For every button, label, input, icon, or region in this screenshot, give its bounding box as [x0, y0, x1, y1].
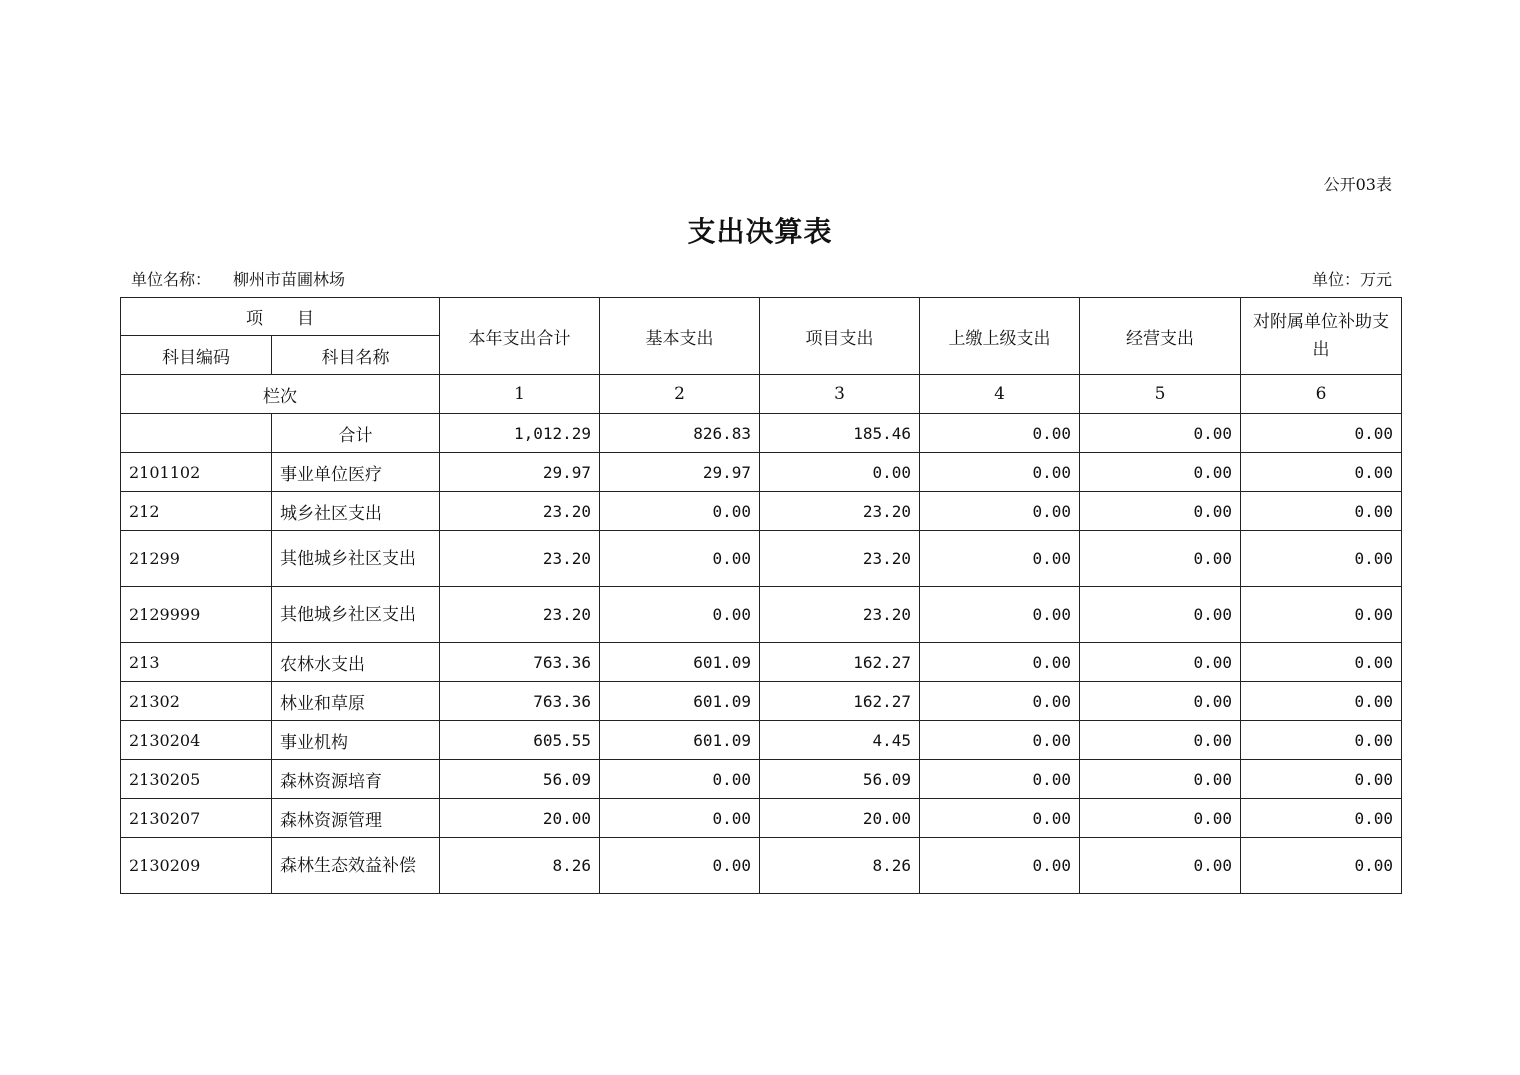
unit-name-label: 单位名称： — [131, 270, 212, 289]
subject-code: 212 — [121, 492, 272, 531]
cell-upper: 0.00 — [920, 453, 1080, 492]
header-upper: 上缴上级支出 — [920, 298, 1080, 375]
cell-total: 23.20 — [440, 587, 600, 643]
cell-upper: 0.00 — [920, 682, 1080, 721]
cell-total: 605.55 — [440, 721, 600, 760]
cell-upper: 0.00 — [920, 799, 1080, 838]
header-basic: 基本支出 — [600, 298, 760, 375]
unit-measure: 单位：万元 — [1311, 270, 1392, 289]
subject-code: 2130204 — [121, 721, 272, 760]
subject-code: 213 — [121, 643, 272, 682]
cell-project: 4.45 — [760, 721, 920, 760]
cell-total: 8.26 — [440, 838, 600, 894]
unit-name-value: 柳州市苗圃林场 — [233, 270, 346, 289]
cell-subsidy: 0.00 — [1241, 453, 1402, 492]
subject-name: 森林生态效益补偿 — [272, 838, 440, 894]
cell-business: 0.00 — [1080, 453, 1241, 492]
cell-project: 23.20 — [760, 492, 920, 531]
column-number: 6 — [1241, 375, 1402, 414]
cell-business: 0.00 — [1080, 531, 1241, 587]
subject-name: 事业单位医疗 — [272, 453, 440, 492]
header-total: 本年支出合计 — [440, 298, 600, 375]
subject-name: 森林资源培育 — [272, 760, 440, 799]
cell-upper: 0.00 — [920, 838, 1080, 894]
cell-total: 763.36 — [440, 643, 600, 682]
cell-business: 0.00 — [1080, 799, 1241, 838]
cell-subsidy: 0.00 — [1241, 838, 1402, 894]
cell-business: 0.00 — [1080, 414, 1241, 453]
subject-name: 其他城乡社区支出 — [272, 531, 440, 587]
cell-basic: 29.97 — [600, 453, 760, 492]
column-number: 4 — [920, 375, 1080, 414]
header-name: 科目名称 — [272, 336, 440, 375]
table-row — [121, 760, 1402, 799]
cell-upper: 0.00 — [920, 414, 1080, 453]
cell-upper: 0.00 — [920, 587, 1080, 643]
subject-code: 21299 — [121, 531, 272, 587]
header-subsidy: 对附属单位补助支出 — [1241, 298, 1402, 375]
subject-code: 2130207 — [121, 799, 272, 838]
cell-project: 20.00 — [760, 799, 920, 838]
cell-subsidy: 0.00 — [1241, 587, 1402, 643]
cell-basic: 0.00 — [600, 531, 760, 587]
subject-name: 事业机构 — [272, 721, 440, 760]
column-number: 3 — [760, 375, 920, 414]
unit-name-line — [131, 267, 345, 290]
cell-business: 0.00 — [1080, 721, 1241, 760]
cell-basic: 0.00 — [600, 799, 760, 838]
subject-code: 2101102 — [121, 453, 272, 492]
cell-basic: 601.09 — [600, 721, 760, 760]
cell-upper: 0.00 — [920, 531, 1080, 587]
cell-basic: 601.09 — [600, 643, 760, 682]
cell-subsidy: 0.00 — [1241, 721, 1402, 760]
table-row — [121, 682, 1402, 721]
cell-project: 185.46 — [760, 414, 920, 453]
cell-business: 0.00 — [1080, 643, 1241, 682]
cell-total: 23.20 — [440, 531, 600, 587]
cell-upper: 0.00 — [920, 760, 1080, 799]
cell-subsidy: 0.00 — [1241, 414, 1402, 453]
cell-total: 29.97 — [440, 453, 600, 492]
cell-subsidy: 0.00 — [1241, 492, 1402, 531]
cell-upper: 0.00 — [920, 721, 1080, 760]
cell-basic: 0.00 — [600, 587, 760, 643]
form-number: 公开03表 — [1323, 175, 1392, 194]
subject-name: 城乡社区支出 — [272, 492, 440, 531]
subject-name: 森林资源管理 — [272, 799, 440, 838]
cell-project: 162.27 — [760, 643, 920, 682]
subject-code: 21302 — [121, 682, 272, 721]
column-number: 1 — [440, 375, 600, 414]
cell-business: 0.00 — [1080, 587, 1241, 643]
expenditure-table — [120, 297, 1402, 894]
column-number: 5 — [1080, 375, 1241, 414]
table-row — [121, 492, 1402, 531]
cell-total: 20.00 — [440, 799, 600, 838]
cell-upper: 0.00 — [920, 492, 1080, 531]
subject-name: 其他城乡社区支出 — [272, 587, 440, 643]
header-code: 科目编码 — [121, 336, 272, 375]
cell-subsidy: 0.00 — [1241, 799, 1402, 838]
cell-total: 23.20 — [440, 492, 600, 531]
cell-project: 162.27 — [760, 682, 920, 721]
cell-subsidy: 0.00 — [1241, 531, 1402, 587]
cell-subsidy: 0.00 — [1241, 760, 1402, 799]
subject-name: 农林水支出 — [272, 643, 440, 682]
table-row — [121, 643, 1402, 682]
table-row — [121, 587, 1402, 643]
header-row-index: 栏次 — [121, 375, 440, 414]
cell-business: 0.00 — [1080, 682, 1241, 721]
cell-subsidy: 0.00 — [1241, 643, 1402, 682]
subject-code: 2130209 — [121, 838, 272, 894]
table-row-total — [121, 414, 1402, 453]
cell-project: 0.00 — [760, 453, 920, 492]
table-row — [121, 799, 1402, 838]
table-row — [121, 531, 1402, 587]
cell-business: 0.00 — [1080, 838, 1241, 894]
table-row — [121, 721, 1402, 760]
cell-total: 763.36 — [440, 682, 600, 721]
header-business: 经营支出 — [1080, 298, 1241, 375]
subject-code — [121, 414, 272, 453]
column-number: 2 — [600, 375, 760, 414]
cell-business: 0.00 — [1080, 492, 1241, 531]
cell-project: 23.20 — [760, 587, 920, 643]
cell-project: 23.20 — [760, 531, 920, 587]
table-row — [121, 453, 1402, 492]
document-title: 支出决算表 — [687, 215, 833, 248]
subject-name: 林业和草原 — [272, 682, 440, 721]
subject-code: 2129999 — [121, 587, 272, 643]
cell-basic: 601.09 — [600, 682, 760, 721]
cell-basic: 0.00 — [600, 492, 760, 531]
header-item: 项 目 — [121, 298, 440, 336]
cell-total: 1,012.29 — [440, 414, 600, 453]
subject-name: 合计 — [272, 414, 440, 453]
cell-subsidy: 0.00 — [1241, 682, 1402, 721]
cell-project: 56.09 — [760, 760, 920, 799]
table-row — [121, 838, 1402, 894]
cell-basic: 0.00 — [600, 760, 760, 799]
cell-upper: 0.00 — [920, 643, 1080, 682]
cell-business: 0.00 — [1080, 760, 1241, 799]
cell-basic: 826.83 — [600, 414, 760, 453]
cell-project: 8.26 — [760, 838, 920, 894]
cell-basic: 0.00 — [600, 838, 760, 894]
cell-total: 56.09 — [440, 760, 600, 799]
header-project: 项目支出 — [760, 298, 920, 375]
subject-code: 2130205 — [121, 760, 272, 799]
